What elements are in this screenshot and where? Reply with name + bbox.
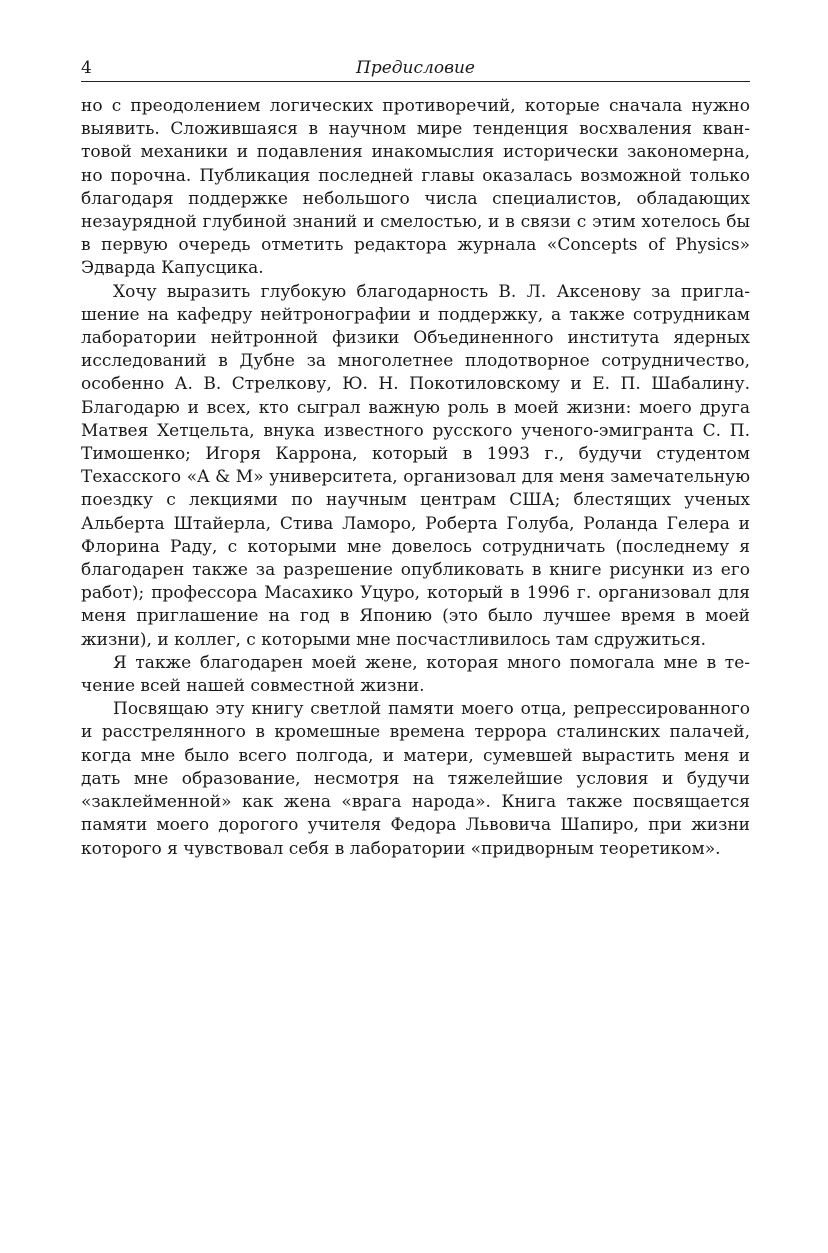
body-text [81, 95, 750, 861]
page [81, 56, 750, 861]
paragraph-dedication: Посвящаю эту книгу светлой памяти моего отца, репрессированного и расстрелянного в кромешные времена террора сталинских палачей, когда мне было всего полгода, и матери, сумевшей вырастить меня и дать мне образование, несмотря на тяжелейшие условия и будучи «заклейменной» как жена «врага народа». Книга также посвящается памяти моего дорогого учителя Федора Львовича Шапиро, при жизни которого я чувствовал себя в лаборатории «придворным теоретиком». [81, 699, 750, 859]
page-number: 4 [81, 58, 92, 78]
running-header [81, 56, 750, 82]
paragraph-acknowledgements: Хочу выразить глубокую благодарность В. Л. Аксенову за приглашение на кафедру нейтронографии и поддержку, а также сотрудникам лаборатории нейтронной физики Объединенного института ядерных исследований в Дубне за многолетнее плодотворное сотрудничество, особенно А. В. Стрелкову, Ю. Н. Покотиловскому и Е. П. Шабалину. Благодарю и всех, кто сыграл важную роль в моей жизни: моего друга Матвея Хетцельта, внука известного русского ученого-эмигранта С. П. Тимошенко; Игоря Каррона, который в 1993 г., будучи студентом Техасского «A & M» университета, организовал для меня замечательную поездку с лекциями по научным центрам США; блестящих ученых Альберта Штайерла, Стива Ламоро, Роберта Голуба, Роланда Гелера и Флорина Раду, с которыми мне довелось сотрудничать (последнему я благодарен также за разрешение опубликовать в книге рисунки из его работ); профессора Масахико Уцуро, который в 1996 г. организовал для меня приглашение на год в Японию (это было лучшее время в моей жизни), и коллег, с которыми мне посчастливилось там сдружиться. [81, 281, 750, 650]
paragraph-continuation: но с преодолением логических противоречий, которые сначала нужно выявить. Сложившаяся в научном мире тенденция восхваления квантовой механики и подавления инакомыслия исторически закономерна, но порочна. Публикация последней главы оказалась возможной только благодаря поддержке небольшого числа специалистов, обладающих незаурядной глубиной знаний и смелостью, и в связи с этим хотелось бы в первую очередь отметить редактора журнала «Concepts of Physics» Эдварда Капусцика. [81, 96, 750, 279]
paragraph-wife: Я также благодарен моей жене, которая много помогала мне в течение всей нашей совместной жизни. [81, 652, 750, 697]
running-title: Предисловие [356, 58, 475, 78]
